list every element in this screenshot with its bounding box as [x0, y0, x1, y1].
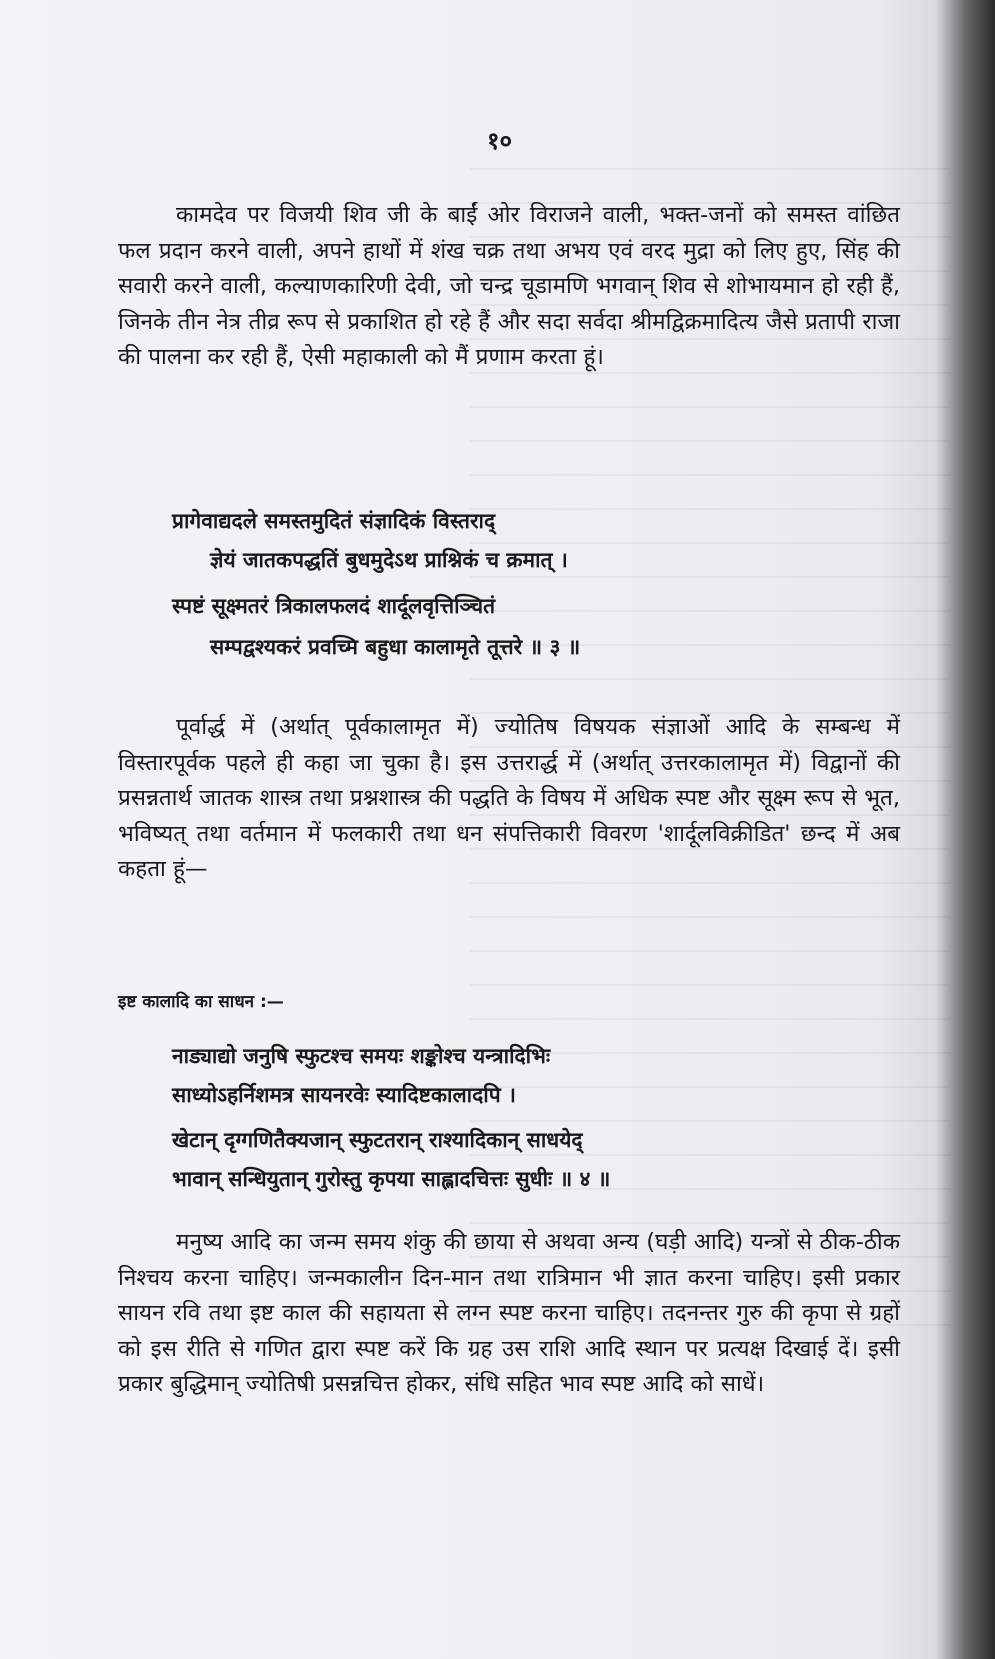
verse-4-line-1: नाड्याद्यो जनुषि स्फुटश्च समयः शङ्कोश्च यन्त्रादिभिः	[172, 1044, 551, 1068]
section-heading: इष्ट कालादि का साधन :—	[118, 992, 284, 1012]
paragraph-3-text: मनुष्य आदि का जन्म समय शंकु की छाया से अथवा अन्य (घड़ी आदि) यन्त्रों से ठीक-ठीक निश्चय करना चाहिए। जन्मकालीन दिन-मान तथा रात्रिमान भी ज्ञात करना चाहिए। इसी प्रकार सायन रवि तथा इष्ट काल की सहायता से लग्न स्पष्ट करना चाहिए। तदनन्तर गुरु की कृपा से ग्रहों को इस रीति से गणित द्वारा स्पष्ट करें कि ग्रह उस राशि आदि स्थान पर प्रत्यक्ष दिखाई दें। इसी प्रकार बुद्धिमान् ज्योतिषी प्रसन्नचित्त होकर, संधि सहित भाव स्पष्ट आदि को साधें।	[118, 1229, 900, 1397]
page-number: १०	[487, 127, 512, 155]
verse-4-line-2: साध्योऽहर्निशमत्र सायनरवेः स्यादिष्टकालादपि ।	[172, 1083, 516, 1107]
verse-4-line-4: भावान् सन्धियुतान् गुरोस्तु कृपया साह्लादचित्तः सुधीः ॥ ४ ॥	[172, 1167, 611, 1191]
verse-3-line-4: सम्पद्वश्यकरं प्रवच्मि बहुधा कालामृते तूत्तरे ॥ ३ ॥	[210, 635, 581, 659]
verse-3-line-3: स्पष्टं सूक्ष्मतरं त्रिकालफलदं शार्दूलवृत्तिञ्चितं	[172, 594, 496, 618]
verse-3-line-2: ज्ञेयं जातकपद्धतिं बुधमुदेऽथ प्राश्निकं च क्रमात् ।	[210, 548, 568, 572]
verse-3-line-1: प्रागेवाद्यदले समस्तमुदितं संज्ञादिकं विस्तराद्	[172, 509, 496, 533]
paragraph-1-text: कामदेव पर विजयी शिव जी के बाईं ओर विराजने वाली, भक्त-जनों को समस्त वांछित फल प्रदान करने वाली, अपने हाथों में शंख चक्र तथा अभय एवं वरद मुद्रा को लिए हुए, सिंह की सवारी करने वाली, कल्याणकारिणी देवी, जो चन्द्र चूडामणि भगवान् शिव से शोभायमान हो रही हैं, जिनके तीन नेत्र तीव्र रूप से प्रकाशित हो रहे हैं और सदा सर्वदा श्रीमद्विक्रमादित्य जैसे प्रतापी राजा की पालना कर रही हैं, ऐसी महाकाली को मैं प्रणाम करता हूं।	[118, 202, 900, 370]
paragraph-2	[118, 710, 900, 888]
verse-4-line-3: खेटान् दृग्गणितैक्यजान् स्फुटतरान् राश्यादिकान् साधयेद्	[172, 1128, 583, 1152]
paragraph-3	[118, 1225, 900, 1403]
paragraph-2-text: पूर्वार्द्ध में (अर्थात् पूर्वकालामृत में) ज्योतिष विषयक संज्ञाओं आदि के सम्बन्ध में विस्तारपूर्वक पहले ही कहा जा चुका है। इस उत्तरार्द्ध में (अर्थात् उत्तरकालामृत में) विद्वानों की प्रसन्नतार्थ जातक शास्त्र तथा प्रश्नशास्त्र की पद्धति के विषय में अधिक स्पष्ट और सूक्ष्म रूप से भूत, भविष्यत् तथा वर्तमान में फलकारी तथा धन संपत्तिकारी विवरण 'शार्दूलविक्रीडित' छन्द में अब कहता हूं—	[118, 714, 900, 882]
paragraph-1	[118, 198, 900, 376]
